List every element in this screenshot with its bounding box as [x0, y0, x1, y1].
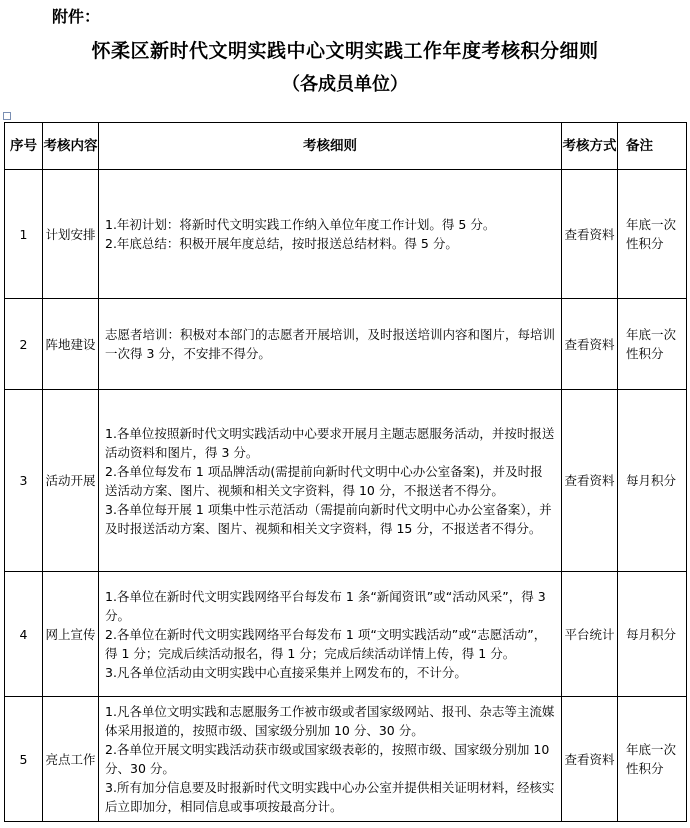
row-index: 1 [5, 170, 43, 299]
page-title: 怀柔区新时代文明实践中心文明实践工作年度考核积分细则 [91, 40, 599, 62]
page-subtitle: （各成员单位） [282, 74, 408, 95]
detail-line: 1.各单位在新时代文明实践网络平台每发布 1 条“新闻资讯”或“活动风采”，得 3 分。 [105, 588, 546, 623]
row-content: 阵地建设 [43, 299, 99, 390]
row-index: 3 [5, 390, 43, 572]
detail-line: 1.年初计划：将新时代文明实践工作纳入单位年度工作计划。得 5 分。 [105, 217, 496, 232]
row-method: 查看资料 [562, 170, 618, 299]
table-row [5, 170, 687, 299]
table-header-row [5, 123, 687, 170]
header-index: 序号 [5, 123, 43, 170]
header-content: 考核内容 [43, 123, 99, 170]
table-row [5, 299, 687, 390]
table-row [5, 697, 687, 822]
assessment-table [4, 122, 687, 822]
row-note: 年底一次性积分 [618, 170, 687, 299]
detail-line: 2.各单位每发布 1 项品牌活动(需提前向新时代文明中心办公室备案)，并及时报送活动方案、图片、视频和相关文字资料，得 10 分，不报送者不得分。 [105, 463, 543, 498]
detail-line: 1.凡各单位文明实践和志愿服务工作被市级或者国家级网站、报刊、杂志等主流媒体采用报道的，按照市级、国家级分别加 10 分、30 分。 [105, 704, 555, 738]
row-note: 每月积分 [618, 390, 687, 572]
row-note: 每月积分 [618, 572, 687, 697]
detail-line: 3.凡各单位活动由文明实践中心直接采集并上网发布的，不计分。 [105, 664, 467, 680]
row-method: 平台统计 [562, 572, 618, 697]
row-details [99, 390, 562, 572]
row-index: 4 [5, 572, 43, 697]
header-details: 考核细则 [99, 123, 562, 170]
row-method: 查看资料 [562, 299, 618, 390]
row-content: 计划安排 [43, 170, 99, 299]
row-note: 年底一次性积分 [618, 299, 687, 390]
header-note: 备注 [618, 123, 687, 170]
table-row [5, 572, 687, 697]
table-move-handle-icon[interactable] [3, 112, 11, 120]
row-details [99, 697, 562, 822]
row-note: 年底一次性积分 [618, 697, 687, 822]
detail-line: 3.各单位每开展 1 项集中性示范活动（需提前向新时代文明中心办公室备案），并及时报送活动方案、图片、视频和相关文字资料，得 15 分，不报送者不得分。 [105, 501, 552, 536]
row-content: 亮点工作 [43, 697, 99, 822]
row-index: 2 [5, 299, 43, 390]
detail-line: 2.各单位开展文明实践活动获市级或国家级表彰的，按照市级、国家级分别加 10 分、30 分。 [105, 742, 550, 776]
row-method: 查看资料 [562, 697, 618, 822]
header-method: 考核方式 [562, 123, 618, 170]
detail-line: 3.所有加分信息要及时报新时代文明实践中心办公室并提供相关证明材料，经核实后立即加分，相同信息或事项按最高分计。 [105, 780, 555, 814]
row-details [99, 572, 562, 697]
row-details [99, 170, 562, 299]
detail-line: 1.各单位按照新时代文明实践活动中心要求开展月主题志愿服务活动，并按时报送活动资料和图片，得 3 分。 [105, 425, 555, 460]
table-row [5, 390, 687, 572]
row-index: 5 [5, 697, 43, 822]
row-method: 查看资料 [562, 390, 618, 572]
detail-line: 2.各单位在新时代文明实践网络平台每发布 1 项“文明实践活动”或“志愿活动”，得 1 分；完成后续活动报名，得 1 分；完成后续活动详情上传，得 1 分。 [105, 626, 547, 661]
attachment-label: 附件： [52, 7, 101, 26]
detail-line: 志愿者培训：积极对本部门的志愿者开展培训，及时报送培训内容和图片，每培训一次得 3 分，不安排不得分。 [105, 327, 556, 361]
row-details [99, 299, 562, 390]
row-content: 网上宣传 [43, 572, 99, 697]
detail-line: 2.年底总结：积极开展年度总结，按时报送总结材料。得 5 分。 [105, 236, 458, 251]
row-content: 活动开展 [43, 390, 99, 572]
